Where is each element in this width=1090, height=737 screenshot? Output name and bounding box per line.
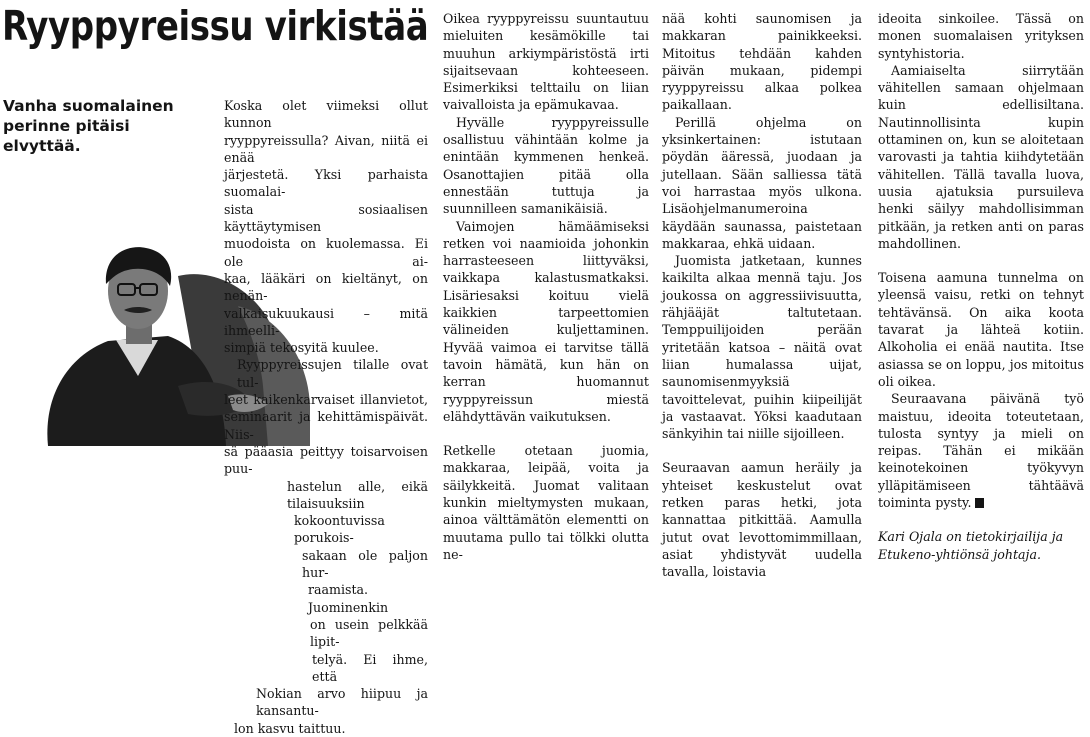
text-line: telyä. Ei ihme, että <box>312 651 428 684</box>
text-line: kokoontuvissa porukois- <box>294 513 385 546</box>
article-lead: Vanha suomalainen perinne pitäisi elvyttää. <box>3 97 174 155</box>
text-line: hastelun alle, eikä tilaisuuksiin <box>287 478 428 511</box>
text-line: järjestetä. Yksi parhaista suomalai- <box>224 167 428 200</box>
text-line: ryyppyreissulla? Aivan, niitä ei enää <box>224 132 428 165</box>
text-line: raamista. Juominenkin <box>308 582 389 615</box>
paragraph: Juomista jatketaan, kunnes kaikilta alkaa mennä taju. Jos joukossa on aggressiivisuutta, rähjääjät taltutetaan. Temppuilijoiden perään yritetään katsoa – näitä ovat liian humalassa uijat, saunomisenmyyksiä tavoittelevat, puihin kiipeilijät ja vastaavat. Yöksi kaadutaan sänkyihin tai niille sijoilleen. <box>662 253 862 442</box>
paragraph: Perillä ohjelma on yksinkertainen: istutaan pöydän ääressä, juodaan ja jutellaan. Sään salliessa tätä voi harrastaa myös ulkona. Lisäohjelmanumeroina käydään saunassa, paistetaan makkaraa, ehkä uidaan. <box>662 114 862 251</box>
text-line: lon kasvu taittuu. <box>234 720 346 736</box>
text-line: seminaarit ja kehittämispäivät. Niis- <box>224 409 428 442</box>
text-line: sä pääasia peittyy toisarvoisen puu- <box>224 443 428 477</box>
text-line: muodoista on kuolemassa. Ei ole ai- <box>224 236 428 269</box>
paragraph: ideoita sinkoilee. Tässä on monen suomalaisen yrityksen syntyhistoria. <box>878 11 1084 61</box>
paragraph: Oikea ryyppyreissu suuntautuu mieluiten kesämökille tai muuhun arkiympäristöstä irti sijaitsevaan kohteeseen. Esimerkiksi telttailu on liian vaivalloista ja epämukavaa. <box>443 11 649 113</box>
paragraph: Seuraavan aamun heräily ja yhteiset keskustelut ovat retken paras hetki, jota kannattaa pitkittää. Aamulla jutut ovat levottomimmillaan, asiat yhdistyvät uudella tavalla, loistavia <box>662 460 862 580</box>
article-column-4 <box>878 10 1084 563</box>
text-line: sista sosiaalisen käyttäytymisen <box>224 201 428 235</box>
text-line: valkaisukuukausi – mitä ihmeelli- <box>224 305 428 338</box>
text-line: simpiä tekosyitä kuulee. <box>224 340 379 356</box>
text-line: leet kaikenkarvaiset illanvietot, <box>224 392 428 408</box>
text-line: Ryyppyreissujen tilalle ovat tul- <box>237 357 428 390</box>
article-headline: Ryyppyreissu virkistää <box>2 2 429 50</box>
paragraph: Aamiaiselta siirrytään vähitellen samaan ohjelmaan kuin edellisiltana. Nautinnollisinta kupin ottaminen on, kun se aloitetaan varovasti ja tahtia kiihdytetään vähitellen. Tällä tavalla luova, uusia ajatuksia pursuileva henki säilyy mahdollisimman pitkään, ja retken anti on paras mahdollinen. <box>878 62 1084 251</box>
paragraph: Retkelle otetaan juomia, makkaraa, leipää, voita ja säilykkeitä. Juomat valitaan kunkin mieltymysten mukaan, ainoa välttämätön elementti on muutama pullo tai tölkki olutta ne- <box>443 443 649 562</box>
paragraph: Hyvälle ryyppyreissulle osallistuu vähintään kolme ja enintään kymmenen henkeä. Osanottajien pitää olla ennestään tuttuja ja suunnilleen samanikäisiä. <box>443 114 649 217</box>
text-line: on usein pelkkää lipit- <box>310 616 428 650</box>
paragraph-text: Seuraavana päivänä työ maistuu, ideoita toteutetaan, tulosta syntyy ja mieli on reipas. Tähän ei mikään keinotekoinen työkyvyn ylläpitämiseen tähtäävä toiminta pysty. <box>878 391 1084 511</box>
text-line: Nokian arvo hiipuu ja kansantu- <box>256 686 428 719</box>
text-line: kaa, lääkäri on kieltänyt, on nenän- <box>224 270 428 304</box>
article-column-2 <box>443 10 649 563</box>
text-line: sakaan ole paljon hur- <box>302 547 428 581</box>
paragraph: nää kohti saunomisen ja makkaran painikkeeksi. Mitoitus tehdään kahden päivän mukaan, pidempi ryyppyreissu alkaa polkea paikallaan. <box>662 11 862 113</box>
text-line: Koska olet viimeksi ollut kunnon <box>224 98 428 131</box>
paragraph <box>878 390 1084 511</box>
paragraph: Toisena aamuna tunnelma on yleensä vaisu, retki on tehnyt tehtävänsä. On aika koota tavarat ja lähteä kotiin. Alkoholia ei enää nautita. Itse asiassa se on loppu, jos mitoitus oli oikea. <box>878 270 1084 389</box>
end-mark-icon <box>975 498 984 508</box>
paragraph: Vaimojen hämäämiseksi retken voi naamioida johonkin harrasteeseen liittyväksi, vaikkapa kalastusmatkaksi. Lisäriesaksi koituu vielä kaikkien tarpeettomien välineiden kuljettaminen. Hyvää vaimoa ei tarvitse tällä tavoin hämätä, kun hän on kerran huomannut ryyppyreissun miestä elähdyttävän vaikutuksen. <box>443 218 649 424</box>
article-column-3 <box>662 10 862 581</box>
article-column-1 <box>224 97 428 737</box>
author-byline: Kari Ojala on tietokirjailija ja Etukeno-yhtiönsä johtaja. <box>878 529 1064 562</box>
